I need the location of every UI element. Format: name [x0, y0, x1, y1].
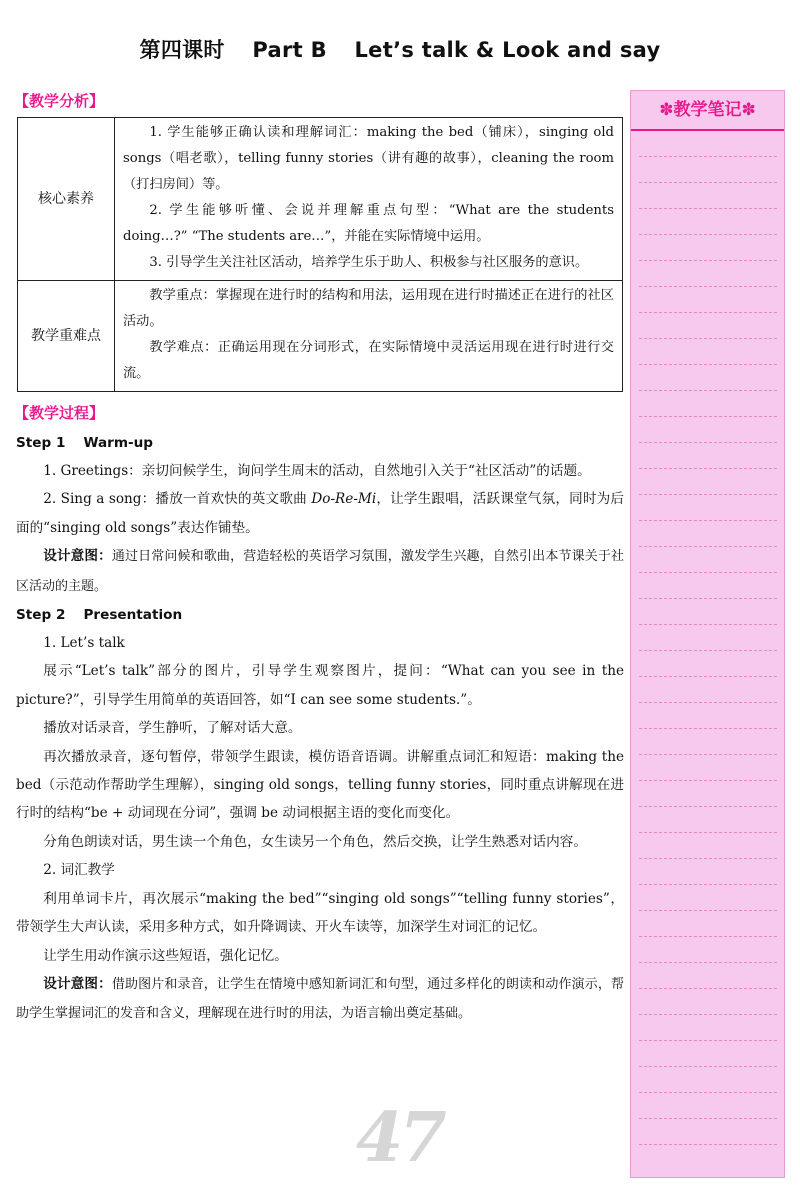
design-intent	[16, 970, 624, 1029]
lesson-topic: Let’s talk & Look and say	[354, 38, 661, 62]
step-name: Presentation	[83, 607, 183, 624]
song-title: Do-Re-Mi	[311, 491, 377, 508]
design-intent	[16, 542, 624, 601]
step-number: Step 2	[16, 607, 66, 624]
analysis-heading: 【教学分析】	[14, 92, 105, 110]
analysis-table	[17, 117, 623, 392]
page-title	[0, 34, 800, 64]
paragraph: 展示“Let’s talk”部分的图片，引导学生观察图片，提问：“What can you see in the picture?”，引导学生用简单的英语回答，如“I can see some students.”。	[16, 663, 624, 708]
step-name: Warm-up	[83, 435, 154, 451]
page-number: 47	[356, 1098, 443, 1178]
table-row	[18, 118, 623, 281]
paragraph: 让学生用动作演示这些短语，强化记忆。	[43, 947, 288, 964]
subheading: 1. Let’s talk	[43, 635, 125, 652]
lesson-number: 第四课时	[139, 38, 225, 62]
paragraph: 再次播放录音，逐句暂停，带领学生跟读，模仿语音语调。讲解重点词汇和短语：making the bed（示范动作帮助学生理解），singing old songs，telling funny stories，同时重点讲解现在进行时的结构“be + 动词现在分词”，强调 be 动词根据主语的变化而变化。	[16, 748, 624, 822]
process-body	[16, 429, 624, 1029]
paragraph: 1. 学生能够正确认读和理解词汇：making the bed（铺床），singing old songs（唱老歌），telling funny stories（讲有趣的故事），cleaning the room（打扫房间）等。	[123, 125, 614, 192]
row-content	[115, 281, 623, 392]
subheading: 2. 词汇教学	[43, 862, 115, 879]
design-label: 设计意图：	[43, 548, 112, 565]
process-heading: 【教学过程】	[14, 404, 105, 422]
paragraph: 播放对话录音，学生静听，了解对话大意。	[43, 720, 302, 737]
notes-sidebar	[630, 90, 785, 1178]
paragraph: 3. 引导学生关注社区活动，培养学生乐于助人、积极参与社区服务的意识。	[149, 255, 589, 270]
paragraph: 2. 学生能够听懂、会说并理解重点句型：“What are the students doing…?” “The students are…”，并能在实际情境中运用。	[123, 203, 614, 244]
paragraph	[16, 485, 624, 542]
paragraph: 1. Greetings：亲切问候学生，询问学生周末的活动，自然地引入关于“社区活动”的话题。	[43, 463, 591, 479]
lesson-part: Part B	[252, 38, 327, 62]
row-label: 教学重难点	[18, 281, 115, 392]
design-label: 设计意图：	[43, 975, 112, 992]
text-span: ，让学生跟唱，活跃课堂气氛，同时为后面的“singing old songs”表达作铺垫。	[16, 491, 624, 536]
step1-heading	[16, 429, 624, 457]
paragraph: 利用单词卡片，再次展示“making the bed”“singing old songs”“telling funny stories”，带领学生大声认读，采用多种方式，如升降调读、开火车读等，加深学生对词汇的记忆。	[16, 890, 624, 936]
text-span: 2. Sing a song：播放一首欢快的英文歌曲	[43, 491, 312, 508]
notes-lines	[637, 131, 778, 1169]
design-text: 借助图片和录音，让学生在情境中感知新词汇和句型，通过多样化的朗读和动作演示，帮助学生掌握词汇的发音和含义，理解现在进行时的用法，为语言输出奠定基础。	[16, 976, 624, 1022]
paragraph: 分角色朗读对话，男生读一个角色，女生读另一个角色，然后交换，让学生熟悉对话内容。	[43, 833, 587, 850]
step2-heading	[16, 601, 624, 629]
main-content	[16, 90, 624, 1029]
step-number: Step 1	[16, 435, 66, 451]
design-text: 通过日常问候和歌曲，营造轻松的英语学习氛围，激发学生兴趣，自然引出本节课关于社区活动的主题。	[16, 549, 624, 594]
paragraph: 教学难点：正确运用现在分词形式，在实际情境中灵活运用现在进行时进行交流。	[123, 340, 614, 381]
paragraph: 教学重点：掌握现在进行时的结构和用法，运用现在进行时描述正在进行的社区活动。	[123, 288, 614, 329]
notes-title: ✽教学笔记✽	[631, 91, 784, 131]
table-row	[18, 281, 623, 392]
row-content	[115, 118, 623, 281]
row-label: 核心素养	[18, 118, 115, 281]
